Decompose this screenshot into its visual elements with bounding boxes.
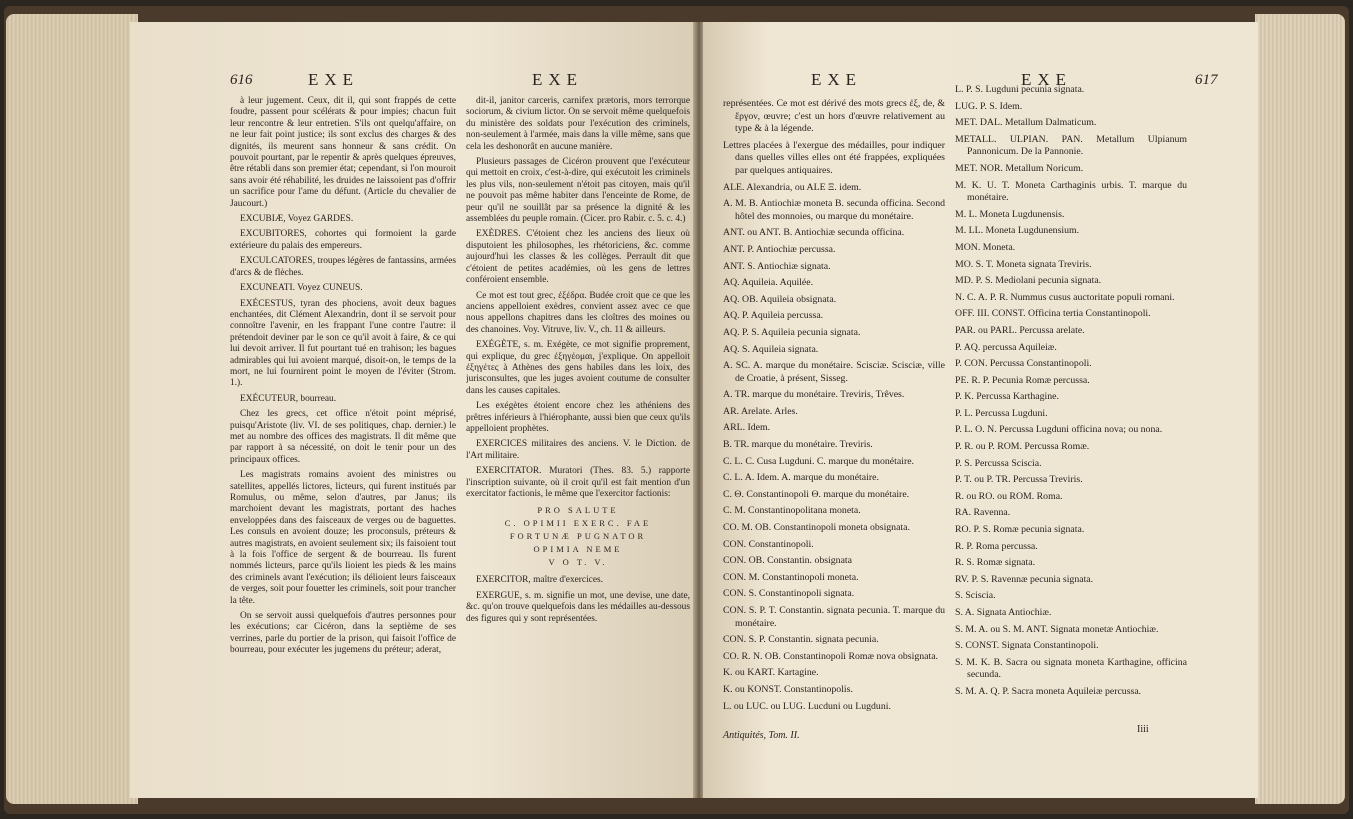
list-item: ANT. S. Antiochiæ signata. bbox=[723, 260, 831, 272]
paragraph: EXERCITATOR. Muratori (Thes. 83. 5.) rapporte l'inscription suivante, où il croit qu'il est fait mention d'un exercitator factionis, le même que l'exercitor factionis: bbox=[466, 466, 690, 499]
list-item: AQ. S. Aquileia signata. bbox=[723, 343, 819, 355]
list-item: C. L. A. Idem. A. marque du monétaire. bbox=[723, 472, 879, 484]
list-item: MO. S. T. Moneta signata Treviris. bbox=[955, 258, 1092, 270]
right-column-2 bbox=[955, 84, 1187, 722]
list-item: CON. Constantinopoli. bbox=[723, 538, 814, 550]
running-head-right-1: EXE bbox=[811, 70, 863, 89]
list-item: RA. Ravenna. bbox=[955, 507, 1011, 519]
list-item: LUG. P. S. Idem. bbox=[955, 100, 1023, 112]
paragraph: Chez les grecs, cet office n'étoit point méprisé, puisqu'Aristote (liv. VI. de ses politiques, chap. dernier.) le met au nombre des offices des magistrats. Il dit même que par rapport à sa nécessité, on doit le tenir pour un des principaux offices. bbox=[230, 409, 456, 465]
list-item: CO. R. N. OB. Constantinopoli Romæ nova obsignata. bbox=[723, 650, 938, 662]
list-item: Lettres placées à l'exergue des médailles, pour indiquer dans quelles villes elles ont été frappées, expliquées par quelques antiquaires. bbox=[723, 139, 945, 176]
list-item: S. M. K. B. Sacra ou signata moneta Karthagine, officina secunda. bbox=[955, 656, 1187, 681]
list-item: METALL. ULPIAN. PAN. Metallum Ulpianum Pannonicum. De la Pannonie. bbox=[955, 133, 1187, 158]
list-item: RO. P. S. Romæ pecunia signata. bbox=[955, 524, 1085, 536]
right-column-1 bbox=[723, 98, 945, 720]
paragraph: EXCUBITORES, cohortes qui formoient la garde extérieure du palais des empereurs. bbox=[230, 229, 456, 251]
inscription-line: C. OPIMII EXERC. FAE bbox=[504, 518, 652, 529]
list-item: S. CONST. Signata Constantinopoli. bbox=[955, 640, 1099, 652]
inscription-line: OPIMIA NEME bbox=[533, 544, 623, 555]
left-column-1 bbox=[230, 96, 456, 736]
list-item: S. M. A. ou S. M. ANT. Signata monetæ Antiochiæ. bbox=[955, 623, 1159, 635]
inscription-line: V O T. V. bbox=[548, 557, 608, 568]
list-item: M. L. Moneta Lugdunensis. bbox=[955, 208, 1065, 220]
list-item: P. S. Percussa Sciscia. bbox=[955, 457, 1042, 469]
list-item: AQ. OB. Aquileia obsignata. bbox=[723, 293, 837, 305]
list-item: PAR. ou PARL. Percussa arelate. bbox=[955, 324, 1085, 336]
list-item: R. ou RO. ou ROM. Roma. bbox=[955, 490, 1063, 502]
list-item: CON. S. Constantinopoli signata. bbox=[723, 588, 855, 600]
list-item: A. M. B. Antiochiæ moneta B. secunda officina. Second hôtel des monnoies, ou marque du monétaire. bbox=[723, 198, 945, 222]
right-page bbox=[703, 22, 1258, 798]
list-item: MET. NOR. Metallum Noricum. bbox=[955, 162, 1084, 174]
paragraph: EXERCICES militaires des anciens. V. le Diction. de l'Art militaire. bbox=[466, 439, 690, 461]
list-item: P. L. O. N. Percussa Lugduni officina nova; ou nona. bbox=[955, 424, 1163, 436]
inscription-line: FORTUNÆ PUGNATOR bbox=[509, 531, 647, 542]
list-item: M. LL. Moneta Lugdunensium. bbox=[955, 225, 1080, 237]
running-head-left-1: EXE bbox=[308, 70, 360, 89]
list-item: A. SC. A. marque du monétaire. Scisciæ. Scisciæ, ville de Croatie, à présent, Sisseg. bbox=[723, 360, 945, 384]
list-item: N. C. A. P. R. Nummus cusus auctoritate populi romani. bbox=[955, 291, 1175, 303]
list-item: P. L. Percussa Lugduni. bbox=[955, 407, 1048, 419]
left-page bbox=[130, 22, 695, 798]
list-item: C. M. Constantinopolitana moneta. bbox=[723, 505, 861, 517]
list-item: K. ou KART. Kartagine. bbox=[723, 667, 819, 679]
list-item: P. T. ou P. TR. Percussa Treviris. bbox=[955, 474, 1083, 486]
list-item: S. Sciscia. bbox=[955, 590, 996, 602]
page-number-left: 616 bbox=[230, 72, 253, 88]
paragraph: EXÈDRES. C'étoient chez les anciens des lieux où disputoient les philosophes, les rhétoriciens, &c. comme aujourd'hui les classes & les collèges. Perrault dit que c'étoient de petites académies, où les gens de lettres conféroient ensemble. bbox=[466, 229, 690, 286]
list-item: M. K. U. T. Moneta Carthaginis urbis. T. marque du monétaire. bbox=[955, 179, 1187, 204]
list-item: R. P. Roma percussa. bbox=[955, 540, 1038, 552]
paragraph: EXCUBIÆ, Voyez GARDES. bbox=[240, 214, 354, 225]
paragraph: Les magistrats romains avoient des ministres ou satellites, appellés lictores, licteurs, qui furent institués par Romulus, ou même, selon d'autres, par Janus; ils marchoient devant les magistrats, portant des haches enveloppées dans des faisceaux de verges ou de baguettes. Les consuls en avoient douze; les proconsuls, préteurs & autres magistrats, en avoient seulement six; ils faisoient tout à la fois l'office de sergent & de bourreau. Ils furent nommés licteurs, parce qu'ils lioient les pieds & les mains des criminels avant l'exécution; ils délioient leurs faisceaux de verges, soit pour fouetter les criminels, soit pour trancher la tête. bbox=[230, 470, 456, 606]
list-item: L. P. S. Lugduni pecunia signata. bbox=[955, 84, 1085, 95]
list-item: PE. R. P. Pecunia Romæ percussa. bbox=[955, 374, 1090, 386]
paragraph: EXERCITOR, maître d'exercices. bbox=[476, 575, 603, 586]
signature-mark: Iiii bbox=[1137, 724, 1149, 735]
list-item: CON. OB. Constantin. obsignata bbox=[723, 555, 852, 567]
list-item: ARL. Idem. bbox=[723, 422, 771, 434]
list-item: C. Θ. Constantinopoli Θ. marque du monétaire. bbox=[723, 488, 910, 500]
paragraph: dit-il, janitor carceris, carnifex prætoris, mors terrorque sociorum, & civium lictor. On se servoit même quelquefois du ministère des soldats pour l'exécution des criminels, non-seulement à l'armée, mais dans la ville même, sans que cela les deshonorât en aucune manière. bbox=[466, 96, 690, 152]
inscription bbox=[466, 504, 690, 569]
paragraph: EXERGUE, s. m. signifie un mot, une devise, une date, &c. qu'on trouve quelquefois dans les médailles au-dessous des figures qui y sont représentées. bbox=[466, 590, 690, 624]
list-item: P. R. ou P. ROM. Percussa Romæ. bbox=[955, 441, 1090, 453]
paragraph: EXCUNEATI. Voyez CUNEUS. bbox=[240, 283, 363, 294]
page-edges-left bbox=[6, 14, 138, 804]
list-item: B. TR. marque du monétaire. Treviris. bbox=[723, 439, 873, 451]
list-item: P. CON. Percussa Constantinopoli. bbox=[955, 358, 1092, 370]
list-item: CON. M. Constantinopoli moneta. bbox=[723, 571, 859, 583]
list-item: L. ou LUC. ou LUG. Lucduni ou Lugduni. bbox=[723, 700, 891, 712]
catchword: Antiquités, Tom. II. bbox=[723, 730, 800, 741]
list-item: S. M. A. Q. P. Sacra moneta Aquileiæ percussa. bbox=[955, 685, 1142, 697]
list-item: ANT. ou ANT. B. Antiochiæ secunda officina. bbox=[723, 227, 905, 239]
list-item: CON. S. P. Constantin. signata pecunia. bbox=[723, 634, 879, 646]
left-column-2 bbox=[466, 96, 690, 736]
list-item: CON. S. P. T. Constantin. signata pecunia. T. marque du monétaire. bbox=[723, 605, 945, 629]
list-item: A. TR. marque du monétaire. Treviris, Trêves. bbox=[723, 389, 905, 401]
list-item: AQ. P. Aquileia percussa. bbox=[723, 310, 824, 322]
list-item: P. K. Percussa Karthagine. bbox=[955, 391, 1059, 403]
inscription-line: PRO SALUTE bbox=[537, 505, 619, 516]
list-item: MD. P. S. Mediolani pecunia signata. bbox=[955, 275, 1102, 287]
list-item: ALE. Alexandria, ou ALE Ξ. idem. bbox=[723, 181, 862, 193]
list-item: S. A. Signata Antiochiæ. bbox=[955, 607, 1052, 618]
list-item: AQ. Aquileia. Aquilée. bbox=[723, 277, 814, 289]
paragraph: EXCULCATORES, troupes légères de fantassins, armées d'arcs & de flèches. bbox=[230, 256, 456, 278]
page-number-right: 617 bbox=[1195, 72, 1218, 88]
paragraph: Ce mot est tout grec, ἐξέδρα. Budée croit que ce que les anciens appelloient exèdres, convient assez avec ce que nous appellons chapitres dans les cloîtres des moines ou des chanoines. Voy. Vitruve, liv. V., ch. 11 & ailleurs. bbox=[466, 290, 690, 335]
running-head-left-2: EXE bbox=[532, 70, 584, 89]
list-item: MON. Moneta. bbox=[955, 241, 1016, 253]
paragraph: Les exégètes étoient encore chez les athéniens des prêtres inférieurs à l'hiérophante, aussi bien que ceux qu'ils appelloient prophètes. bbox=[466, 401, 690, 434]
paragraph: On se servoit aussi quelquefois d'autres personnes pour les exécutions; car Cicéron, dans la septième de ses verrines, parle du portier de la prison, qui faisoit l'office de bourreau, pour exécuter les jugemens du préteur; aderat, bbox=[230, 611, 456, 656]
running-head-right-2: EXE bbox=[1021, 70, 1073, 89]
paragraph: EXÉCESTUS, tyran des phociens, avoit deux bagues enchantées, dit Clément Alexandrin, dont il se servoit pour connoître l'avenir, en les frappant l'une contre l'autre: il prétendoit deviner par le son ce qu'il avoit à faire, & ce qui lui devoit arriver. Il fut pourtant tué en trahison; les bagues admirables qui lui avoient marqué, disoit-on, le temps de la mort, ne lui fournirent point le moyen de l'éviter (Strom. 1.). bbox=[230, 298, 456, 389]
list-item: AQ. P. S. Aquileia pecunia signata. bbox=[723, 326, 861, 338]
paragraph: à leur jugement. Ceux, dit il, qui sont frappés de cette foudre, passent pour scélérats & pour impies; chacun fuit leur rencontre & leur entretien. S'ils ont quelqu'affaire, on ne leur fait point justice; ils sont exclus des charges & des dignités, ils meurent sans honneur & sans crédit. On pouvoit pourtant, par le repentir & après quelques épreuves, être rétabli dans son premier état; cependant, si l'on mouroit sans avoir été réhabilité, les druides ne laissoient pas d'offrir un sacrifice pour l'ame du défunt. (Article du chevalier de Jaucourt.) bbox=[230, 96, 456, 209]
list-item: OFF. III. CONST. Officina tertia Constantinopoli. bbox=[955, 308, 1151, 320]
list-item: K. ou KONST. Constantinopolis. bbox=[723, 683, 853, 695]
list-item: CO. M. OB. Constantinopoli moneta obsignata. bbox=[723, 522, 910, 534]
list-item: P. AQ. percussa Aquileiæ. bbox=[955, 341, 1057, 353]
list-item: R. S. Romæ signata. bbox=[955, 557, 1036, 569]
paragraph: EXÉGÈTE, s. m. Exégète, ce mot signifie proprement, qui explique, du grec ἐξηγέομαι, j'explique. On appelloit ἐξηγέτες à Athènes des gens habiles dans les loix, des jurisconsultes, que les juges avoient coutume de consulter dans les causes capitales. bbox=[466, 340, 690, 396]
list-item: ANT. P. Antiochiæ percussa. bbox=[723, 243, 836, 255]
list-item: RV. P. S. Ravennæ pecunia signata. bbox=[955, 573, 1094, 585]
page-edges-right bbox=[1255, 14, 1345, 804]
list-item: représentées. Ce mot est dérivé des mots grecs ἐξ, de, & ἔργον, œuvre; c'est un hors d'œuvre relativement au type & à la légende. bbox=[723, 98, 945, 135]
list-item: MET. DAL. Metallum Dalmaticum. bbox=[955, 117, 1097, 129]
paragraph: EXÉCUTEUR, bourreau. bbox=[240, 393, 337, 404]
list-item: AR. Arelate. Arles. bbox=[723, 405, 798, 417]
paragraph: Plusieurs passages de Cicéron prouvent que l'exécuteur qui mettoit en croix, c'est-à-dire, qui exécutoit les criminels les plus vils, non-seulement n'étoit pas citoyen, mais qu'il ne pouvoit pas même habiter dans l'enceinte de Rome, de peur qu'il ne souillât par sa présence la dignité & les assemblées du peuple romain. (Cicer. pro Rabir. c. 5. c. 4.) bbox=[466, 157, 690, 225]
list-item: C. L. C. Cusa Lugduni. C. marque du monétaire. bbox=[723, 455, 915, 467]
